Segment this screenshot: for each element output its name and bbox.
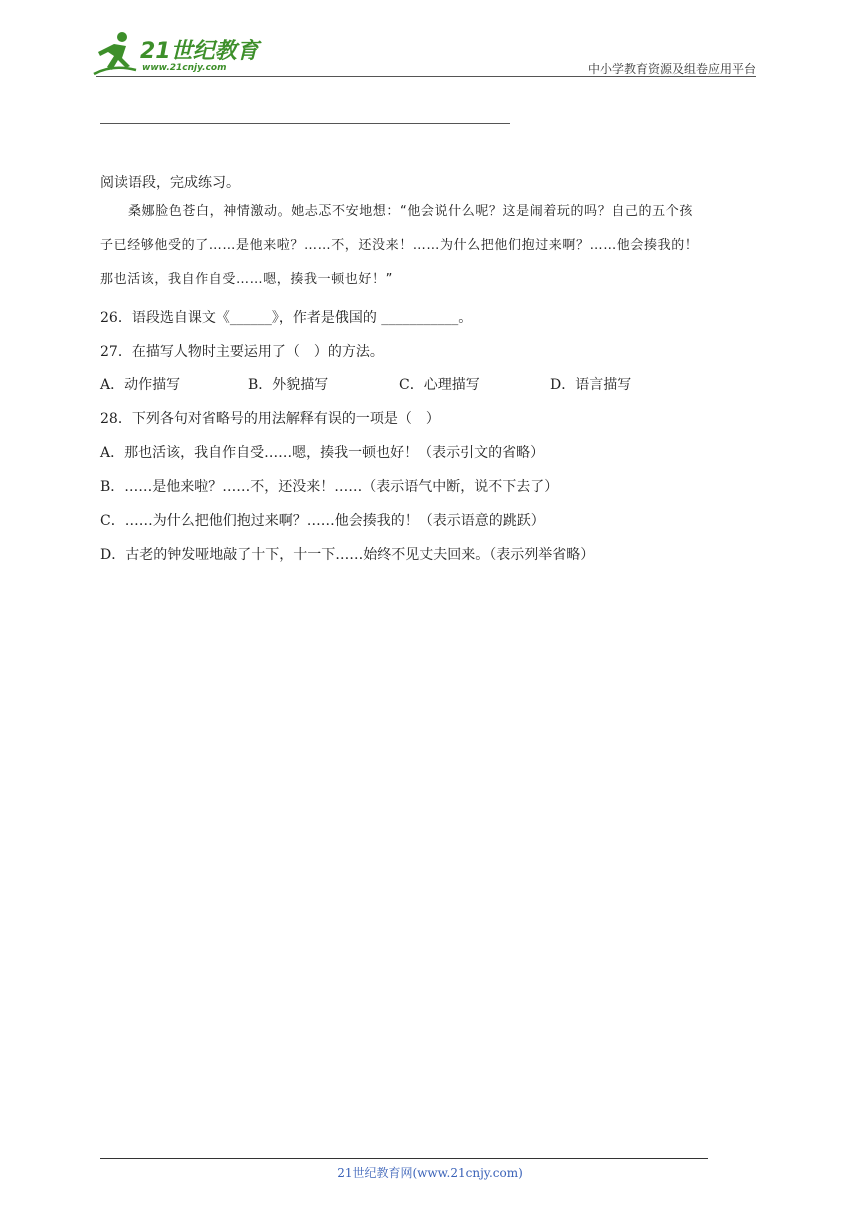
question-28: 28．下列各句对省略号的用法解释有误的一项是（ ） — [100, 411, 440, 427]
footer-link[interactable]: 21世纪教育网(www.21cnjy.com) — [337, 1166, 523, 1180]
q28-option-d: D．古老的钟发哑地敲了十下，十一下……始终不见丈夫回来。（表示列举省略） — [100, 547, 595, 563]
site-tagline: 中小学教育资源及组卷应用平台 — [587, 62, 756, 76]
q28-option-c: C．……为什么把他们抱过来啊？……他会揍我的！（表示语意的跳跃） — [100, 513, 545, 529]
question-26: 26．语段选自课文《______》，作者是俄国的 ___________。 — [100, 310, 473, 326]
q27-option-a: A．动作描写 — [100, 377, 181, 393]
q27-option-c: C．心理描写 — [399, 377, 480, 393]
instruction: 阅读语段，完成练习。 — [100, 175, 240, 191]
q28-option-b: B．……是他来啦？……不，还没来！……（表示语气中断，说不下去了） — [100, 479, 559, 495]
q28-option-a: A．那也活该，我自作自受……嗯，揍我一顿也好！（表示引文的省略） — [100, 445, 545, 461]
logo-url: www.21cnjy.com — [142, 63, 227, 73]
logo-text: 21世纪教育 — [140, 39, 259, 64]
q27-option-d: D．语言描写 — [550, 377, 632, 393]
q27-option-b: B．外貌描写 — [248, 377, 329, 393]
passage-line: 子已经够他受的了……是他来啦？……不，还没来！……为什么把他们抱过来啊？……他会揍我的！ — [100, 238, 699, 253]
passage-line: 桑娜脸色苍白，神情激动。她忐忑不安地想：“他会说什么呢？这是闹着玩的吗？自己的五个孩 — [128, 204, 693, 219]
passage-line: 那也活该，我自作自受……嗯，揍我一顿也好！” — [100, 272, 393, 287]
header-divider — [96, 76, 756, 77]
footer-divider — [100, 1158, 708, 1159]
runner-logo-icon — [92, 30, 142, 76]
answer-rule — [100, 123, 510, 124]
page-header — [0, 0, 860, 80]
question-27: 27．在描写人物时主要运用了（ ）的方法。 — [100, 344, 384, 360]
site-logo — [92, 30, 262, 78]
